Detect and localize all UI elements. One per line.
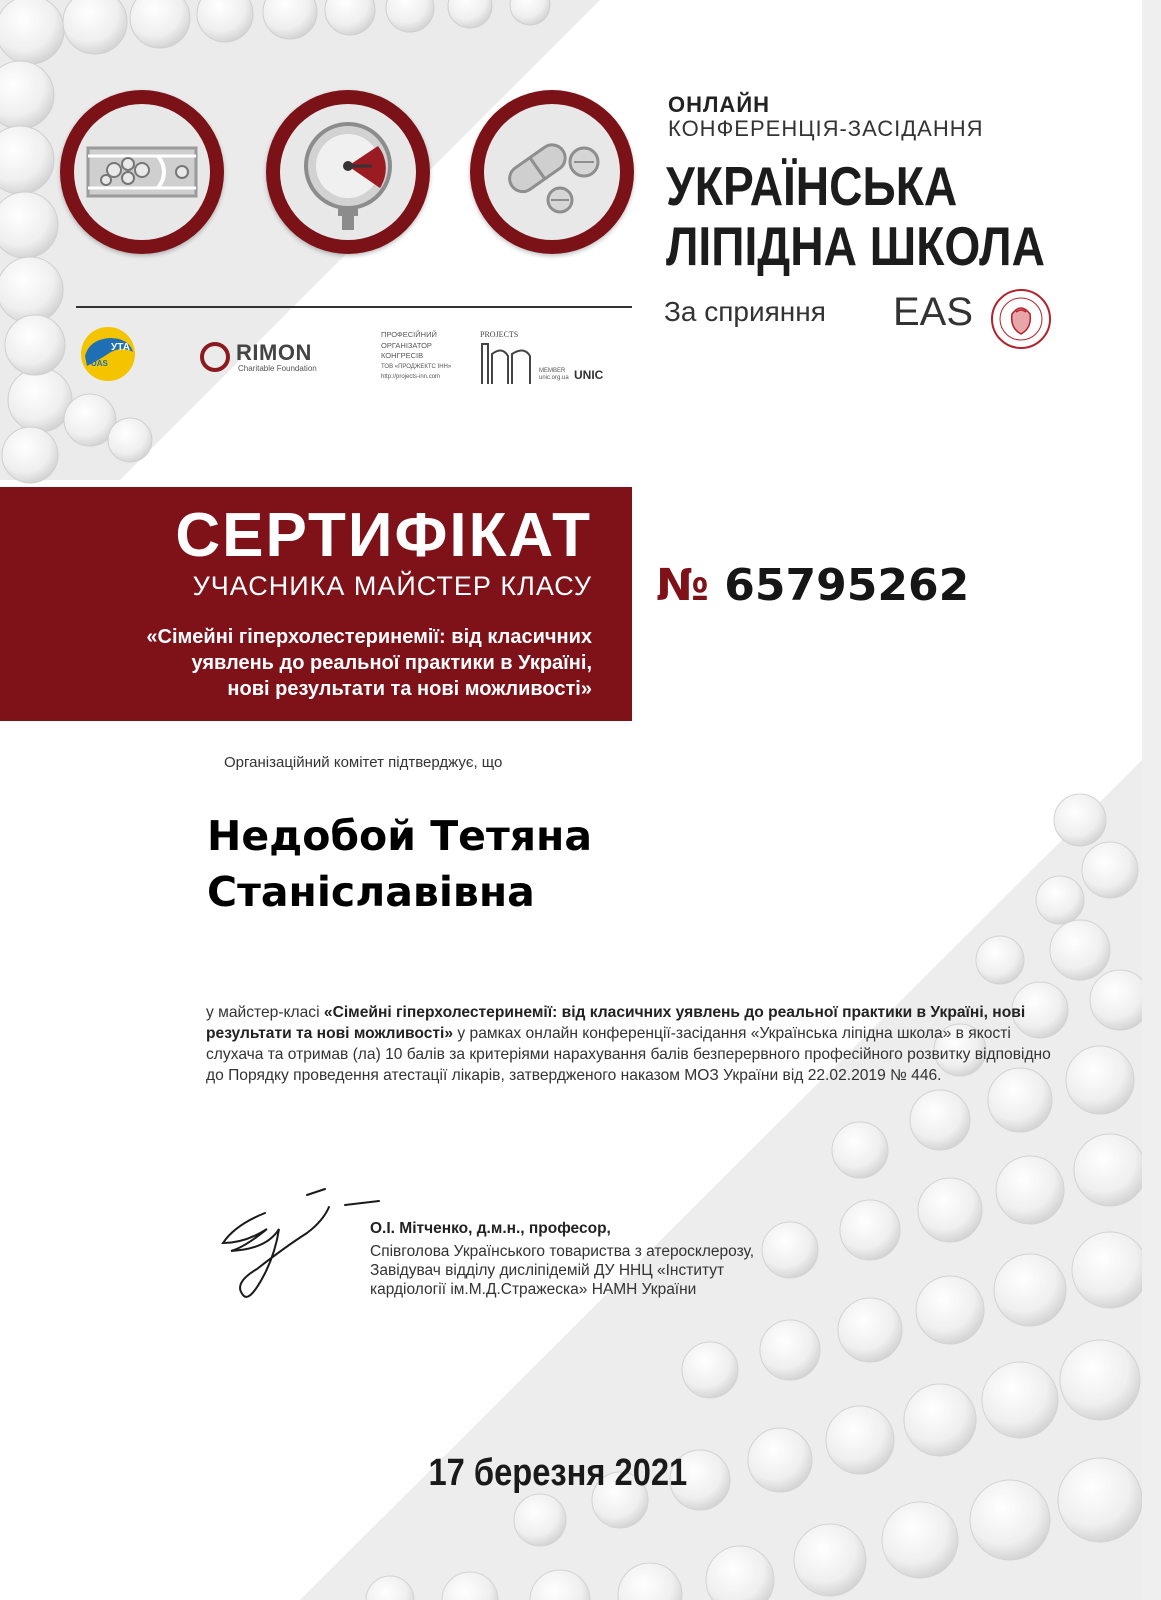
member-url: unic.org.ua bbox=[539, 375, 569, 381]
participant-name-line1: Недобой Тетяна bbox=[207, 812, 593, 860]
certificate-topic bbox=[32, 624, 592, 702]
header-title-line1: УКРАЇНСЬКА bbox=[666, 155, 958, 217]
rimon-logo bbox=[200, 340, 330, 376]
confirmation-text: Організаційний комітет підтверджує, що bbox=[224, 754, 503, 771]
number-sign: № bbox=[656, 560, 709, 611]
header-support: За сприяння bbox=[664, 296, 826, 327]
eas-seal-icon bbox=[990, 288, 1052, 350]
handwritten-signature bbox=[205, 1185, 385, 1310]
signer-role-line: кардіології ім.М.Д.Стражеска» НАМН України bbox=[370, 1281, 697, 1298]
organizer-line: ОРГАНІЗАТОР bbox=[381, 340, 432, 350]
organizer-line: http://projects-inn.com bbox=[381, 374, 441, 380]
certificate-number bbox=[656, 560, 969, 611]
projects-inn-logo-icon bbox=[478, 328, 534, 388]
description-rest: у рамках онлайн конференції-засідання «Українська ліпідна школа» в якості слухача та отримав (ла) 10 балів за критеріями нарахування балів безперервного професійного розвитку відповідно до Порядку проведення атестації лікарів, затвердженого наказом МОЗ України від 22.02.2019 № 446. bbox=[206, 1025, 1051, 1084]
rimon-logo-sub: Charitable Foundation bbox=[238, 364, 317, 373]
number-value: 65795262 bbox=[724, 560, 970, 611]
uas-logo-icon bbox=[75, 326, 141, 382]
organizer-line: ПРОФЕСІЙНИЙ bbox=[381, 330, 437, 339]
gauge-circle bbox=[266, 90, 430, 254]
certificate-subtitle: УЧАСНИКА МАЙСТЕР КЛАСУ bbox=[192, 571, 592, 601]
pressure-gauge-icon bbox=[280, 104, 416, 240]
artery-circle bbox=[60, 90, 224, 254]
pills-icon bbox=[484, 104, 620, 240]
page-edge bbox=[1142, 0, 1161, 1600]
unic-logo: UNIC bbox=[574, 368, 604, 382]
certificate-date: 17 березня 2021 bbox=[428, 1452, 688, 1494]
header-online: ОНЛАЙН bbox=[668, 92, 771, 117]
organizer-text bbox=[381, 330, 481, 383]
organizer-line: КОНГРЕСІВ bbox=[381, 351, 424, 360]
certificate-topic-line: нові результати та нові можливості» bbox=[227, 678, 592, 700]
signer-role bbox=[370, 1242, 890, 1299]
participant-name bbox=[207, 808, 807, 920]
header-divider bbox=[76, 306, 632, 308]
certificate-band bbox=[0, 487, 632, 721]
signer-name: О.І. Мітченко, д.м.н., професор, bbox=[370, 1220, 611, 1237]
certificate-title: СЕРТИФІКАТ bbox=[175, 501, 592, 570]
certificate-topic-line: «Сімейні гіперхолестеринемії: від класичних bbox=[146, 626, 592, 648]
description-prefix: у майстер-класі bbox=[206, 1004, 324, 1021]
uas-logo-sub: UAS bbox=[91, 359, 108, 368]
signer-role-line: Співголова Українського товариства з атеросклерозу, bbox=[370, 1243, 755, 1260]
projects-logo-text: PROJECTS bbox=[480, 330, 519, 339]
certificate-description bbox=[206, 1002, 1066, 1086]
member-label bbox=[539, 368, 569, 382]
artery-plaque-icon bbox=[74, 104, 210, 240]
member-text: MEMBER bbox=[539, 368, 566, 374]
organizer-line: ТОВ «ПРОДЖЕКТС ІНН» bbox=[381, 363, 452, 370]
rimon-logo-icon bbox=[200, 342, 230, 372]
header-conference: КОНФЕРЕНЦІЯ-ЗАСІДАННЯ bbox=[668, 116, 984, 141]
signer-role-line: Завідувач відділу дисліпідемій ДУ ННЦ «Інститут bbox=[370, 1262, 725, 1279]
description-topic: «Сімейні гіперхолестеринемії: від класичних уявлень до реальної практики в Україні, нові результати та нові можливості» bbox=[206, 1004, 1026, 1042]
participant-name-line2: Станіславівна bbox=[207, 868, 535, 916]
header-eas: EAS bbox=[893, 290, 974, 334]
header-title-line2: ЛІПІДНА ШКОЛА bbox=[666, 215, 1045, 277]
pills-circle bbox=[470, 90, 634, 254]
certificate-topic-line: уявлень до реальної практики в Україні, bbox=[191, 652, 592, 674]
rimon-logo-text: RIMON bbox=[236, 340, 312, 365]
uas-logo-mark: УТА bbox=[111, 342, 130, 353]
header-title bbox=[666, 156, 1061, 276]
